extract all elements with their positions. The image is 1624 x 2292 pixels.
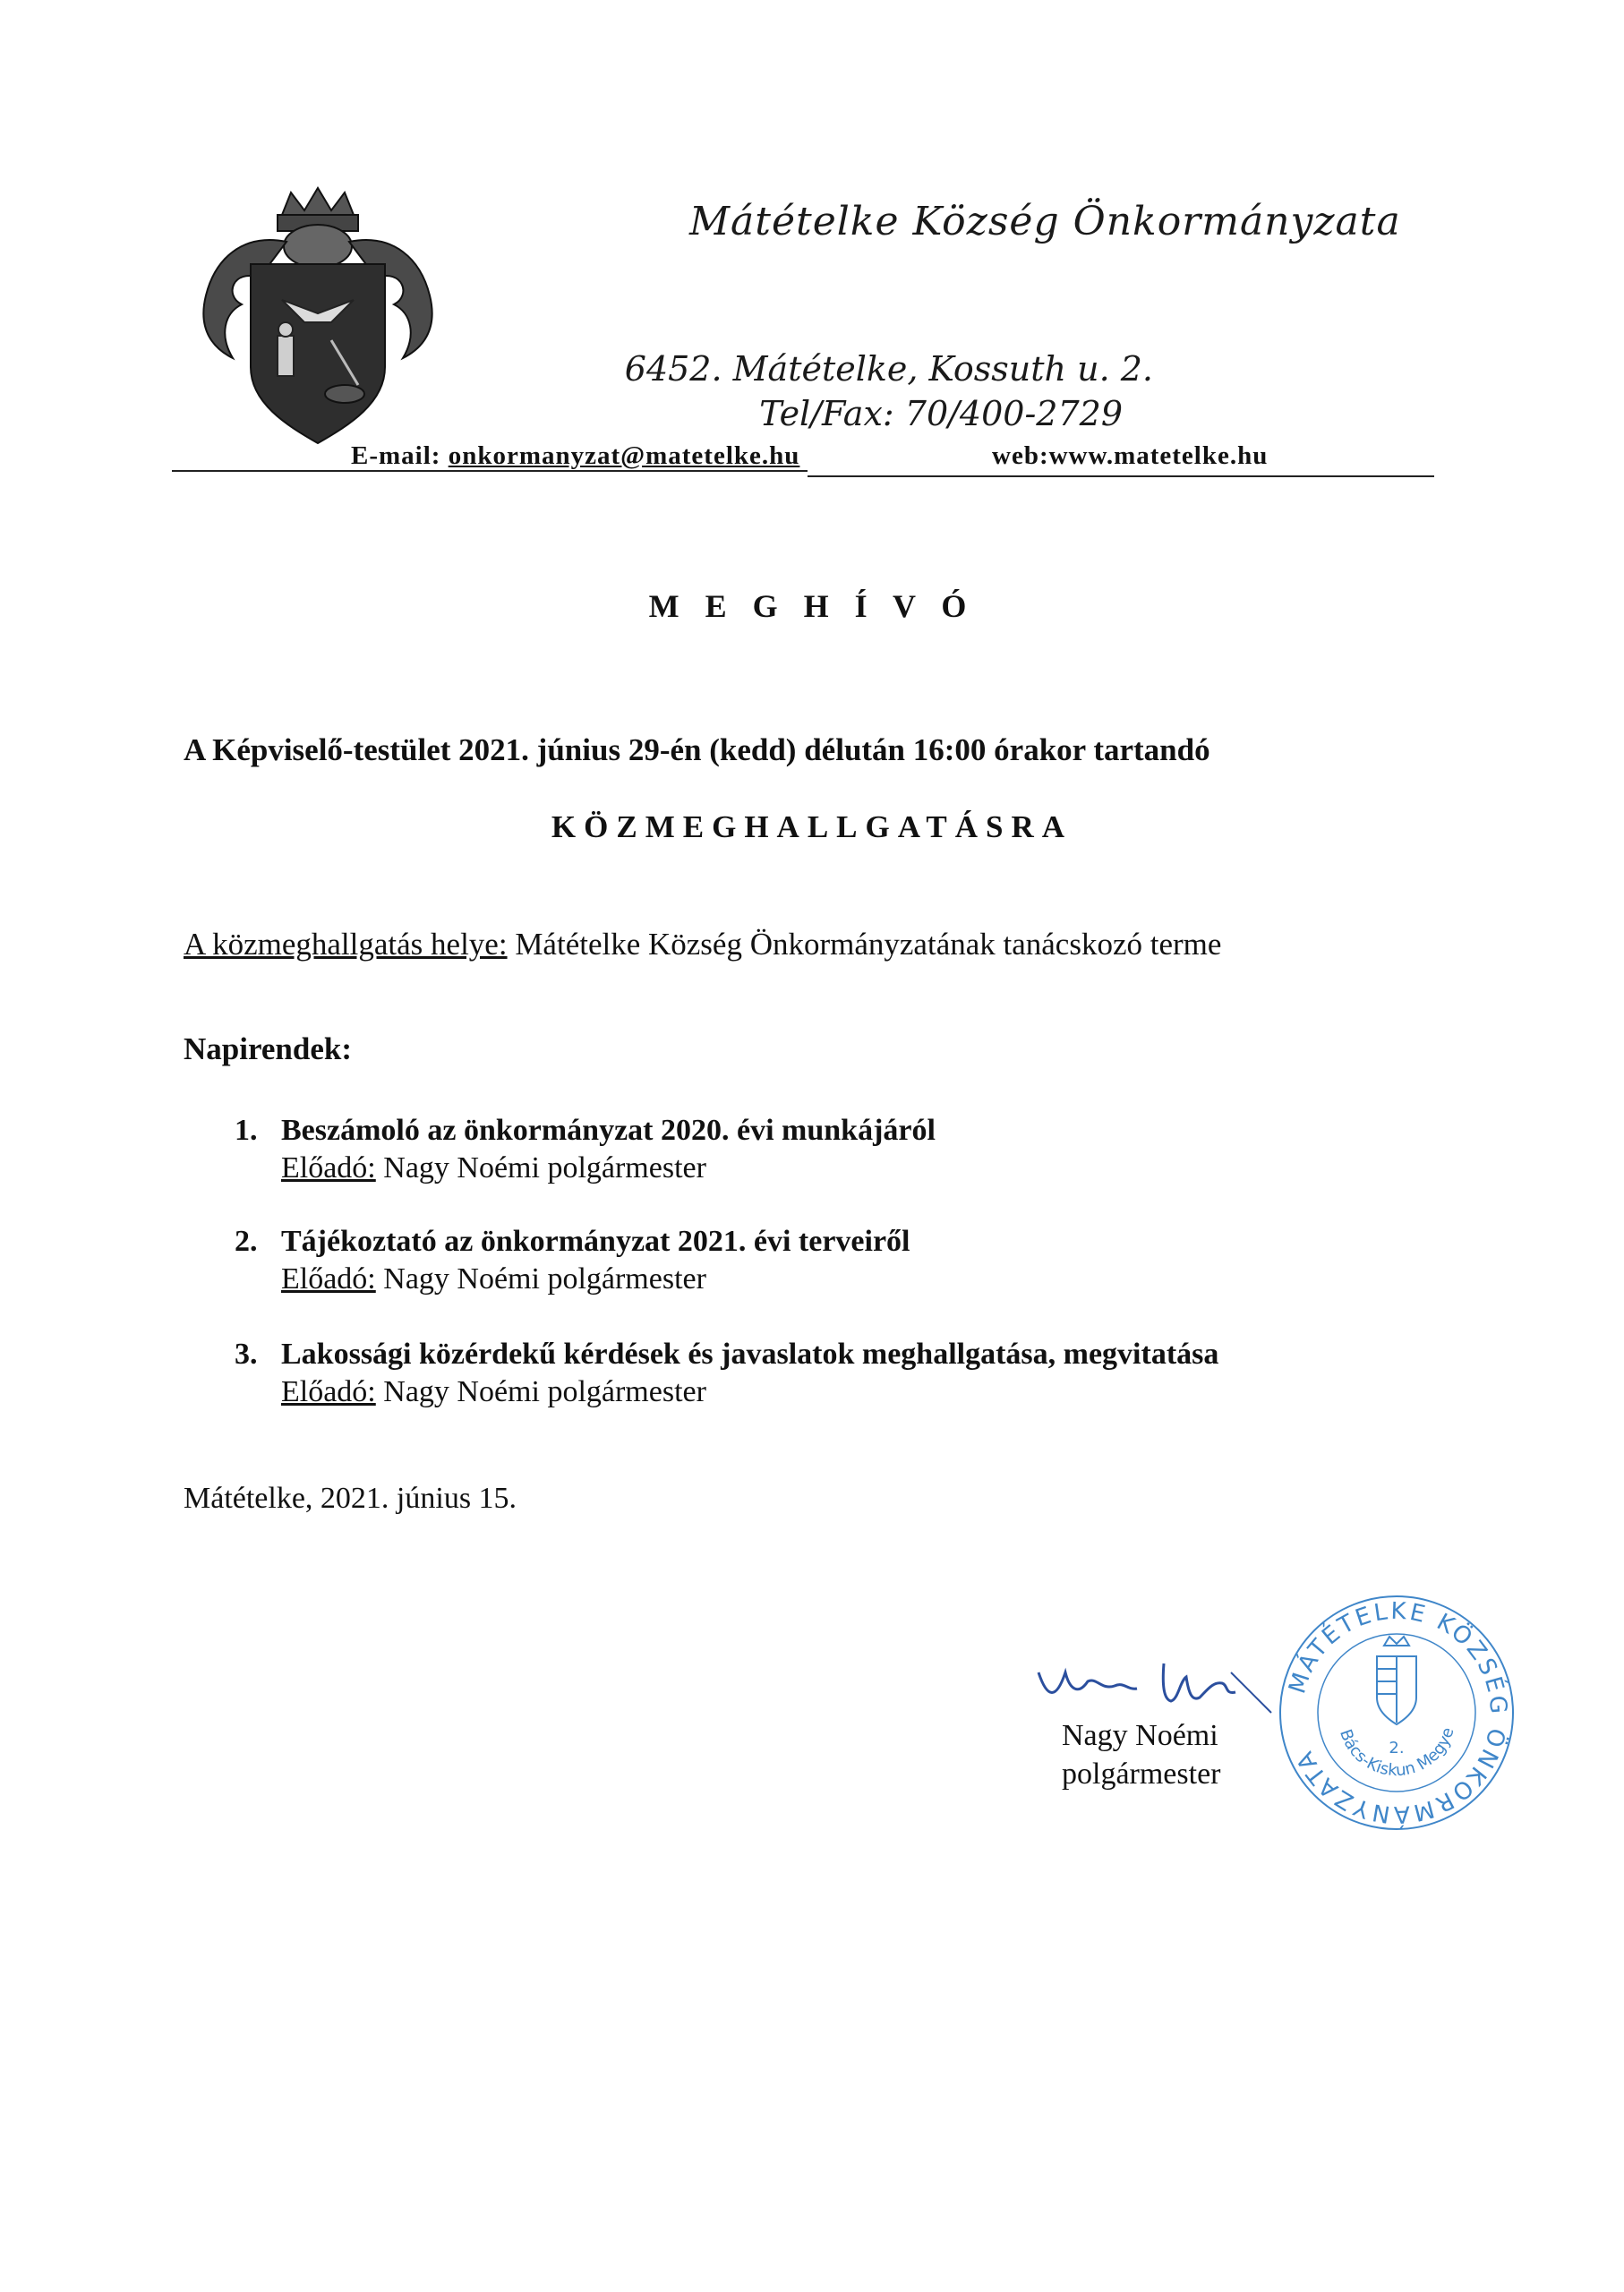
agenda-item-number: 1. xyxy=(235,1114,258,1147)
presenter-label: Előadó: xyxy=(281,1375,376,1408)
event-title: KÖZMEGHALLGATÁSRA xyxy=(551,809,1073,844)
agenda-item-title: Lakossági közérdekű kérdések és javaslatok meghallgatása, megvitatása xyxy=(281,1338,1219,1371)
agenda-item xyxy=(235,1338,1218,1409)
signatory-name: Nagy Noémi xyxy=(1062,1719,1218,1752)
venue-label: A közmeghallgatás helye: xyxy=(184,927,508,962)
agenda-item-number: 2. xyxy=(235,1225,258,1258)
agenda-item-presenter xyxy=(235,1375,1218,1409)
phone-line: Tel/Fax: 70/400-2729 xyxy=(759,394,1123,433)
venue-line xyxy=(184,927,1221,962)
svg-text:2.: 2. xyxy=(1389,1739,1405,1757)
venue-value: Mátételke Község Önkormányzatának tanácskozó terme xyxy=(507,927,1222,962)
agenda-item-number: 3. xyxy=(235,1338,258,1371)
svg-text:MÁTÉTELKE KÖZSÉG ÖNKORMÁNYZATA: MÁTÉTELKE KÖZSÉG ÖNKORMÁNYZATA xyxy=(1284,1597,1512,1828)
agenda-item-title: Beszámoló az önkormányzat 2020. évi munkájáról xyxy=(281,1114,936,1147)
header-divider-left xyxy=(172,470,808,472)
email-label: E-mail: xyxy=(351,441,449,470)
official-seal-icon xyxy=(1271,1592,1522,1834)
coat-of-arms-icon xyxy=(188,179,448,448)
agenda-item-title: Tájékoztató az önkormányzat 2021. évi terveiről xyxy=(281,1225,910,1258)
presenter-label: Előadó: xyxy=(281,1151,376,1184)
agenda-item-presenter xyxy=(235,1262,910,1296)
presenter-name: Nagy Noémi polgármester xyxy=(375,1151,706,1184)
presenter-label: Előadó: xyxy=(281,1262,376,1296)
handwritten-signature xyxy=(1030,1646,1280,1717)
document-title: M E G H Í V Ó xyxy=(648,588,976,624)
header-divider-right xyxy=(808,475,1434,477)
place-and-date: Mátételke, 2021. június 15. xyxy=(184,1482,517,1515)
web-address[interactable]: web:www.matetelke.hu xyxy=(992,441,1269,470)
intro-sentence: A Képviselő-testület 2021. június 29-én (kedd) délután 16:00 órakor tartandó xyxy=(184,732,1210,767)
agenda-item xyxy=(235,1114,936,1185)
address-line: 6452. Mátételke, Kossuth u. 2. xyxy=(624,349,1153,389)
email-line xyxy=(351,441,799,471)
presenter-name: Nagy Noémi polgármester xyxy=(375,1262,706,1296)
email-link[interactable]: onkormanyzat@matetelke.hu xyxy=(448,441,800,470)
presenter-name: Nagy Noémi polgármester xyxy=(375,1375,706,1408)
agenda-heading: Napirendek: xyxy=(184,1031,352,1066)
organization-name: Mátételke Község Önkormányzata xyxy=(689,199,1401,244)
agenda-item-presenter xyxy=(235,1151,936,1185)
agenda-item xyxy=(235,1225,910,1296)
signatory-role: polgármester xyxy=(1062,1757,1221,1791)
svg-text:Bács-Kiskun Megye: Bács-Kiskun Megye xyxy=(1336,1725,1458,1781)
